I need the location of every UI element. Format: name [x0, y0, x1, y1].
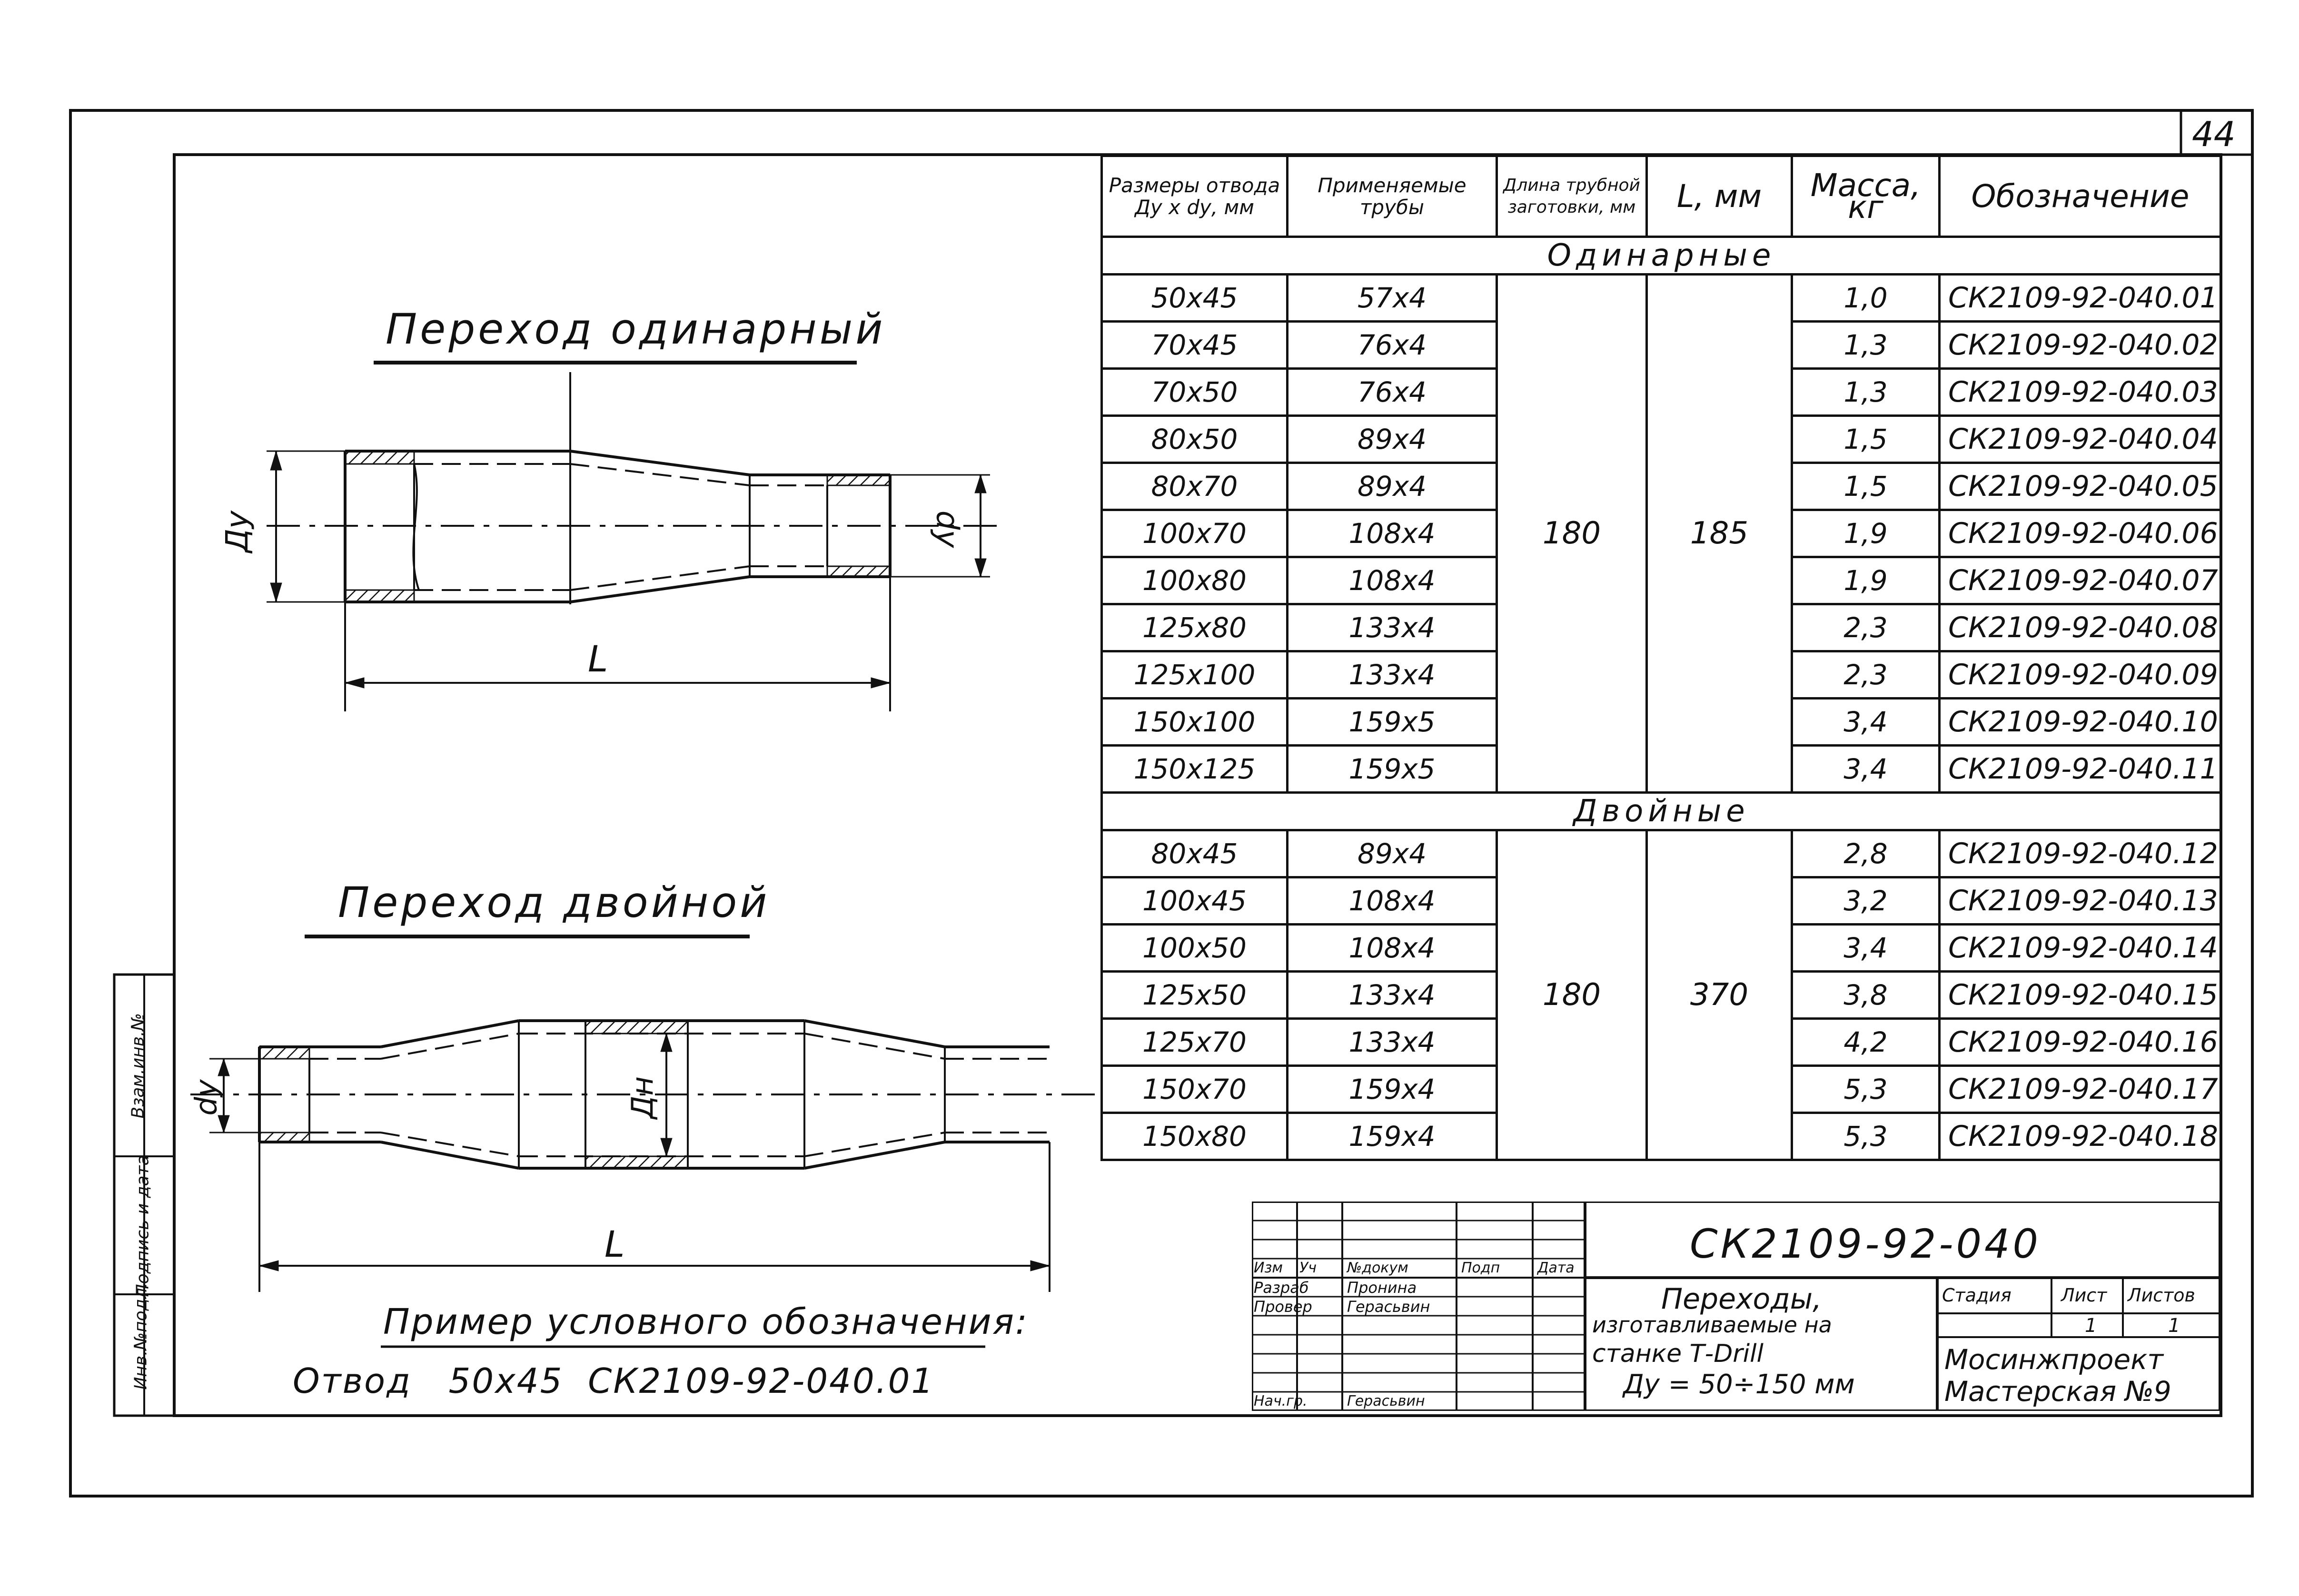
- cell-designation: СК2109-92-040.13: [1940, 877, 2221, 925]
- single-transition-view: [267, 363, 1004, 711]
- cell-pipe: 159х4: [1288, 1113, 1497, 1160]
- cell-pipe: 159х5: [1288, 699, 1497, 746]
- example-label: Пример условного обозначения:: [383, 1301, 1029, 1342]
- cell-designation: СК2109-92-040.11: [1940, 746, 2221, 793]
- organization-line: Мастерская №9: [1944, 1375, 2171, 1408]
- cell-designation: СК2109-92-040.14: [1940, 925, 2221, 972]
- cell-designation: СК2109-92-040.16: [1940, 1019, 2221, 1066]
- cell-designation: СК2109-92-040.01: [1940, 275, 2221, 322]
- cell-mass: 3,8: [1792, 972, 1940, 1019]
- role-label: Нач.гр.: [1254, 1393, 1308, 1409]
- description-line: изготавливаемые на: [1592, 1312, 1832, 1338]
- cell-designation: СК2109-92-040.17: [1940, 1066, 2221, 1113]
- cell-pipe: 108х4: [1288, 925, 1497, 972]
- role-label: Провер: [1254, 1298, 1312, 1316]
- cell-pipe: 57х4: [1288, 275, 1497, 322]
- header-blank-length: Длина трубной заготовки, мм: [1497, 156, 1647, 237]
- cell-pipe: 133х4: [1288, 972, 1497, 1019]
- cell-size: 125х70: [1102, 1019, 1288, 1066]
- role-label: Разраб: [1254, 1279, 1309, 1297]
- header-designation: Обозначение: [1940, 156, 2221, 237]
- cell-pipe: 108х4: [1288, 557, 1497, 604]
- cell-mass: 3,4: [1792, 925, 1940, 972]
- role-name: Герасьвин: [1347, 1298, 1430, 1316]
- description-line: станке Т-Drill: [1592, 1340, 1764, 1368]
- cell-size: 100х50: [1102, 925, 1288, 972]
- side-stamp-label: Подпись и дата: [133, 1155, 153, 1297]
- cell-designation: СК2109-92-040.03: [1940, 369, 2221, 416]
- description-line: Ду = 50÷150 мм: [1623, 1369, 1855, 1400]
- cell-pipe: 108х4: [1288, 877, 1497, 925]
- double-dim-large-label: Дн: [624, 1076, 660, 1119]
- cell-blank-length: 180: [1497, 275, 1647, 793]
- example-value: Отвод 50х45 СК2109-92-040.01: [293, 1361, 935, 1401]
- col-header: Подп: [1461, 1260, 1500, 1276]
- sheet-number: 44: [2192, 114, 2236, 154]
- col-header: Уч: [1299, 1260, 1317, 1276]
- side-stamp-label: Инв.№подл.: [131, 1282, 151, 1390]
- cell-designation: СК2109-92-040.07: [1940, 557, 2221, 604]
- col-header: Дата: [1537, 1260, 1575, 1276]
- cell-designation: СК2109-92-040.04: [1940, 416, 2221, 463]
- cell-size: 70х45: [1102, 322, 1288, 369]
- cell-mass: 1,9: [1792, 510, 1940, 557]
- role-name: Пронина: [1347, 1279, 1417, 1297]
- cell-designation: СК2109-92-040.05: [1940, 463, 2221, 510]
- cell-l: 185: [1647, 275, 1792, 793]
- cell-designation: СК2109-92-040.18: [1940, 1113, 2221, 1160]
- double-transition-title: Переход двойной: [338, 878, 770, 927]
- header-l: L, мм: [1647, 156, 1792, 237]
- cell-mass: 3,2: [1792, 877, 1940, 925]
- cell-size: 150х100: [1102, 699, 1288, 746]
- cell-pipe: 108х4: [1288, 510, 1497, 557]
- organization-line: Мосинжпроект: [1944, 1343, 2164, 1376]
- stage-header: Листов: [2128, 1285, 2195, 1306]
- cell-designation: СК2109-92-040.09: [1940, 651, 2221, 699]
- cell-designation: СК2109-92-040.15: [1940, 972, 2221, 1019]
- role-name: Герасьвин: [1347, 1393, 1425, 1409]
- section-label: Одинарные: [1102, 237, 2221, 275]
- cell-mass: 5,3: [1792, 1113, 1940, 1160]
- document-code: СК2109-92-040: [1690, 1221, 2041, 1267]
- cell-pipe: 133х4: [1288, 1019, 1497, 1066]
- cell-mass: 2,3: [1792, 651, 1940, 699]
- cell-mass: 2,3: [1792, 604, 1940, 651]
- header-size: Размеры отвода Ду х dу, мм: [1102, 156, 1288, 237]
- cell-mass: 3,4: [1792, 746, 1940, 793]
- cell-size: 150х80: [1102, 1113, 1288, 1160]
- cell-pipe: 133х4: [1288, 651, 1497, 699]
- spec-table-body: [1102, 237, 2221, 1160]
- section-row: [1102, 237, 2221, 275]
- header-mass: Масса, кг: [1792, 156, 1940, 237]
- stage-header: Стадия: [1942, 1285, 2012, 1306]
- side-stamp-label: Взам.инв.№: [128, 1013, 148, 1119]
- cell-mass: 4,2: [1792, 1019, 1940, 1066]
- header-pipes: Применяемые трубы: [1288, 156, 1497, 237]
- cell-pipe: 89х4: [1288, 463, 1497, 510]
- description-line: Переходы,: [1661, 1282, 1822, 1316]
- cell-size: 100х70: [1102, 510, 1288, 557]
- cell-designation: СК2109-92-040.12: [1940, 830, 2221, 877]
- cell-designation: СК2109-92-040.10: [1940, 699, 2221, 746]
- cell-size: 125х50: [1102, 972, 1288, 1019]
- cell-size: 125х80: [1102, 604, 1288, 651]
- cell-pipe: 89х4: [1288, 830, 1497, 877]
- spec-table: [1100, 155, 2222, 1161]
- cell-size: 70х50: [1102, 369, 1288, 416]
- table-row: [1102, 830, 2221, 877]
- sheet-value: 1: [2085, 1315, 2097, 1337]
- cell-size: 150х70: [1102, 1066, 1288, 1113]
- cell-pipe: 159х4: [1288, 1066, 1497, 1113]
- cell-mass: 1,9: [1792, 557, 1940, 604]
- cell-pipe: 76х4: [1288, 322, 1497, 369]
- double-dim-small-label: dу: [188, 1079, 224, 1116]
- section-label: Двойные: [1102, 793, 2221, 830]
- cell-size: 80х50: [1102, 416, 1288, 463]
- cell-pipe: 89х4: [1288, 416, 1497, 463]
- cell-mass: 1,5: [1792, 416, 1940, 463]
- single-dim-small-label: dу: [929, 510, 965, 548]
- title-block: [1252, 1202, 2220, 1411]
- cell-size: 100х45: [1102, 877, 1288, 925]
- table-row: [1102, 275, 2221, 322]
- table-header-row: [1102, 156, 2221, 237]
- cell-designation: СК2109-92-040.06: [1940, 510, 2221, 557]
- double-dim-length-label: L: [604, 1223, 625, 1265]
- cell-l: 370: [1647, 830, 1792, 1160]
- single-dim-length-label: L: [588, 638, 608, 680]
- cell-mass: 1,3: [1792, 369, 1940, 416]
- cell-mass: 5,3: [1792, 1066, 1940, 1113]
- cell-blank-length: 180: [1497, 830, 1647, 1160]
- cell-size: 80х45: [1102, 830, 1288, 877]
- cell-designation: СК2109-92-040.08: [1940, 604, 2221, 651]
- col-header: №докум: [1347, 1260, 1408, 1276]
- cell-designation: СК2109-92-040.02: [1940, 322, 2221, 369]
- cell-mass: 1,0: [1792, 275, 1940, 322]
- cell-mass: 1,3: [1792, 322, 1940, 369]
- cell-mass: 1,5: [1792, 463, 1940, 510]
- cell-mass: 3,4: [1792, 699, 1940, 746]
- cell-size: 80х70: [1102, 463, 1288, 510]
- cell-size: 100х80: [1102, 557, 1288, 604]
- cell-pipe: 133х4: [1288, 604, 1497, 651]
- double-transition-view: [190, 936, 1100, 1347]
- sheets-total-value: 1: [2168, 1315, 2180, 1337]
- cell-size: 150х125: [1102, 746, 1288, 793]
- single-dim-large-label: Ду: [219, 511, 255, 552]
- col-header: Изм: [1254, 1260, 1283, 1276]
- cell-mass: 2,8: [1792, 830, 1940, 877]
- cell-size: 125х100: [1102, 651, 1288, 699]
- stage-header: Лист: [2061, 1285, 2107, 1306]
- cell-size: 50х45: [1102, 275, 1288, 322]
- cell-pipe: 159х5: [1288, 746, 1497, 793]
- single-transition-title: Переход одинарный: [386, 305, 886, 354]
- cell-pipe: 76х4: [1288, 369, 1497, 416]
- section-row: [1102, 793, 2221, 830]
